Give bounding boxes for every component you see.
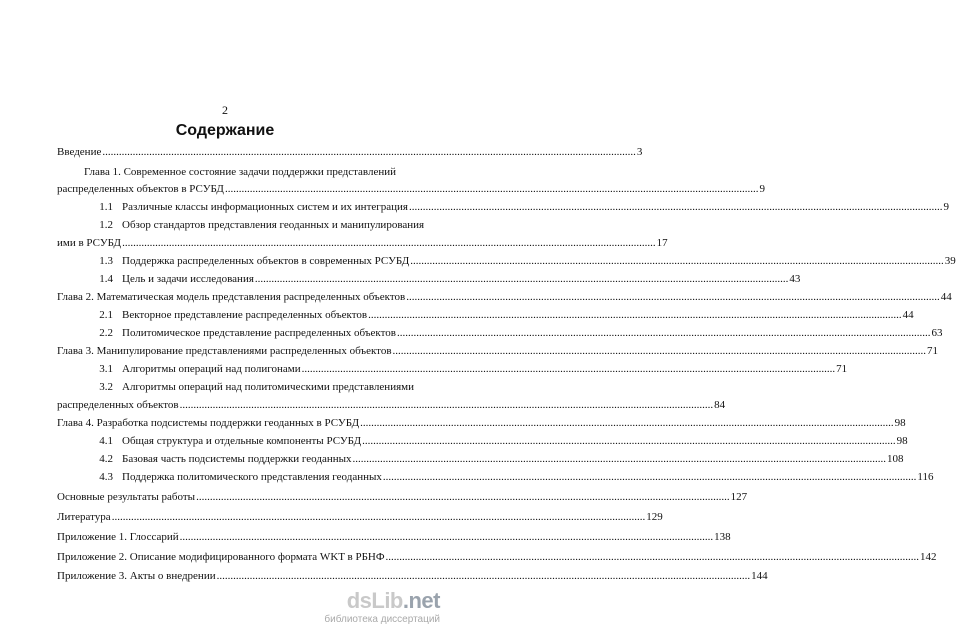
watermark-subtitle: библиотека диссертаций: [324, 614, 440, 625]
toc-entry-page: 17: [656, 237, 668, 249]
toc-leader-dots: [196, 489, 730, 505]
toc-leader-dots: [360, 415, 894, 431]
toc-entry-text: Приложение 3. Акты о внедрении: [57, 570, 216, 582]
toc-entry-text: Основные результаты работы: [57, 491, 196, 503]
toc-entry-text: Глава 2. Математическая модель представления распределенных объектов: [57, 291, 406, 303]
toc-leader-dots: [393, 343, 927, 359]
toc-entry-page: 98: [896, 435, 908, 447]
toc-entry-page: 142: [920, 551, 937, 563]
toc-entry-page: 44: [940, 291, 952, 303]
toc-leader-dots: [410, 253, 944, 269]
toc-entry-text: Общая структура и отдельные компоненты РСУБД: [122, 435, 362, 447]
toc-entry-4-1[interactable]: [57, 433, 908, 449]
toc-entry-page: 9: [943, 201, 949, 213]
toc-entry-1-4[interactable]: [57, 271, 801, 287]
watermark-logo: [347, 588, 440, 614]
page-title: Содержание: [175, 122, 275, 139]
toc-entry-appendix-2[interactable]: [57, 549, 937, 565]
toc-entry-text: Алгоритмы операций над политомическими представлениями: [122, 381, 414, 393]
toc-entry-ch4[interactable]: [57, 415, 906, 431]
toc-entry-page: 144: [751, 570, 768, 582]
toc-entry-text: ими в РСУБД: [57, 237, 122, 249]
toc-entry-text: Обзор стандартов представления геоданных и манипулирования: [122, 219, 425, 231]
watermark-logo-suffix: .net: [402, 588, 440, 613]
toc-entry-page: 116: [917, 471, 934, 483]
toc-leader-dots: [409, 199, 943, 215]
toc-entry-1-2-line1[interactable]: [57, 217, 423, 233]
watermark: [290, 588, 440, 628]
toc-entry-page: 108: [887, 453, 904, 465]
toc-leader-dots: [102, 144, 636, 160]
toc-entry-page: 71: [927, 345, 939, 357]
toc-entry-ch1[interactable]: [57, 181, 765, 197]
toc-entry-number: 1.1: [99, 201, 113, 213]
toc-entry-page: 98: [894, 417, 906, 429]
watermark-logo-main: dsLib: [346, 588, 403, 613]
toc-entry-number: 1.4: [99, 273, 113, 285]
toc-entry-text: Векторное представление распределенных объектов: [122, 309, 368, 321]
toc-entry-appendix-3[interactable]: [57, 568, 768, 584]
toc-entry-ch1-line1[interactable]: Глава 1. Современное состояние задачи поддержки представлений: [84, 166, 397, 178]
toc-entry-number: 4.2: [99, 453, 113, 465]
toc-leader-dots: [406, 289, 940, 305]
toc-entry-text: Введение: [57, 146, 102, 158]
toc-entry-text: Базовая часть подсистемы поддержки геоданных: [122, 453, 352, 465]
toc-leader-dots: [217, 568, 751, 584]
toc-entry-number: 4.1: [99, 435, 113, 447]
toc-leader-dots: [386, 549, 920, 565]
toc-entry-text: Политомическое представление распределенных объектов: [122, 327, 396, 339]
toc-entry-ch3[interactable]: [57, 343, 939, 359]
toc-leader-dots: [368, 307, 902, 323]
toc-entry-number: 1.2: [99, 219, 113, 231]
toc-entry-4-3[interactable]: [57, 469, 934, 485]
toc-entry-text: распределенных объектов: [57, 399, 179, 411]
toc-leader-dots: [255, 271, 789, 287]
toc-leader-dots: [122, 235, 656, 251]
toc-entry-2-2[interactable]: [57, 325, 943, 341]
toc-entry-page: 39: [944, 255, 956, 267]
toc-entry-3-2-line1[interactable]: [57, 379, 423, 395]
toc-entry-page: 63: [931, 327, 943, 339]
toc-entry-3-2[interactable]: [57, 397, 726, 413]
toc-entry-3-1[interactable]: [57, 361, 848, 377]
toc-entry-number: 2.1: [99, 309, 113, 321]
toc-entry-2-1[interactable]: [57, 307, 914, 323]
toc-leader-dots: [383, 469, 917, 485]
toc-leader-dots: [397, 325, 931, 341]
toc-leader-dots: [225, 181, 759, 197]
toc-entry-page: 138: [714, 531, 731, 543]
toc-entry-page: 129: [646, 511, 663, 523]
toc-entry-page: 3: [636, 146, 643, 158]
toc-entry-text: Глава 3. Манипулирование представлениями распределенных объектов: [57, 345, 392, 357]
toc-entry-page: 9: [759, 183, 765, 195]
toc-entry-page: 43: [789, 273, 801, 285]
toc-entry-literature[interactable]: [57, 509, 663, 525]
toc-entry-number: 3.2: [99, 381, 113, 393]
toc-leader-dots: [353, 451, 887, 467]
toc-entry-text: Приложение 1. Глоссарий: [57, 531, 179, 543]
toc-entry-text: Поддержка распределенных объектов в современных РСУБД: [122, 255, 410, 267]
toc-entry-1-1[interactable]: [57, 199, 949, 215]
toc-entry-text: распределенных объектов в РСУБД: [57, 183, 224, 195]
toc-entry-page: 44: [902, 309, 914, 321]
toc-entry-text: Поддержка политомического представления геоданных: [122, 471, 382, 483]
toc-entry-appendix-1[interactable]: [57, 529, 731, 545]
toc-entry-text: Приложение 2. Описание модифицированного формата WKT в РБНФ: [57, 551, 385, 563]
toc-leader-dots: [362, 433, 896, 449]
toc-entry-1-3[interactable]: [57, 253, 956, 269]
toc-entry-number: 3.1: [99, 363, 113, 375]
toc-leader-dots: [302, 361, 836, 377]
toc-entry-number: 2.2: [99, 327, 113, 339]
toc-entry-page: 84: [714, 399, 726, 411]
toc-entry-text: Цель и задачи исследования: [122, 273, 254, 285]
toc-entry-text: Литература: [57, 511, 111, 523]
toc-entry-page: 127: [730, 491, 748, 503]
page-number: 2: [222, 103, 228, 117]
toc-entry-1-2[interactable]: [57, 235, 668, 251]
toc-leader-dots: [112, 509, 646, 525]
toc-leader-dots: [180, 397, 714, 413]
toc-entry-text: Различные классы информационных систем и их интеграция: [122, 201, 408, 213]
toc-entry-intro[interactable]: [57, 144, 643, 160]
toc-entry-number: 4.3: [99, 471, 113, 483]
toc-entry-ch2[interactable]: [57, 289, 952, 305]
toc-entry-page: 71: [836, 363, 848, 375]
toc-entry-text: Глава 4. Разработка подсистемы поддержки геоданных в РСУБД: [57, 417, 360, 429]
toc-entry-number: 1.3: [99, 255, 113, 267]
toc-entry-4-2[interactable]: [57, 451, 904, 467]
toc-entry-text: Алгоритмы операций над полигонами: [122, 363, 301, 375]
toc-entry-results[interactable]: [57, 489, 748, 505]
toc-leader-dots: [180, 529, 714, 545]
